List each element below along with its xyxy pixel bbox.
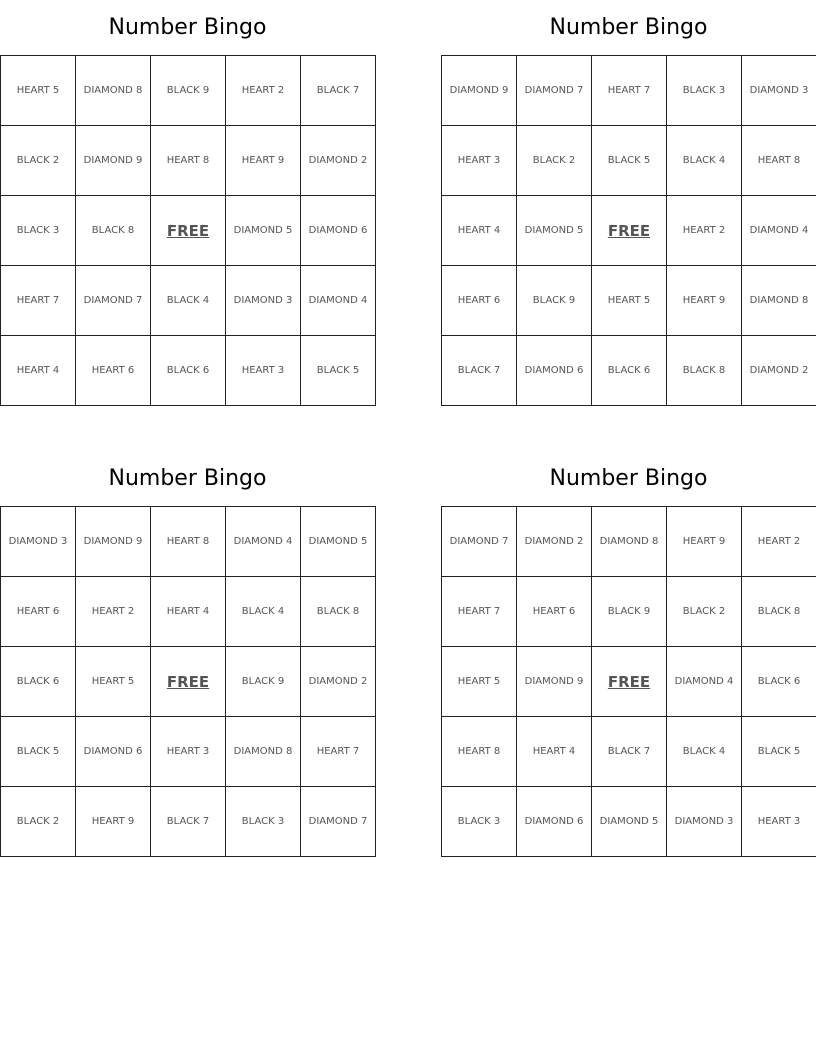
bingo-cell: HEART 9 (76, 787, 151, 857)
bingo-cell: HEART 2 (667, 196, 742, 266)
bingo-cell: DIAMOND 9 (517, 647, 592, 717)
bingo-cell: HEART 6 (517, 577, 592, 647)
bingo-cell: BLACK 3 (226, 787, 301, 857)
bingo-cell: DIAMOND 4 (742, 196, 816, 266)
bingo-cell: HEART 2 (226, 56, 301, 126)
grid-row (442, 647, 816, 717)
bingo-cell: BLACK 6 (151, 336, 226, 406)
bingo-cell: HEART 6 (1, 577, 76, 647)
bingo-cell: HEART 8 (442, 717, 517, 787)
bingo-cell: HEART 5 (1, 56, 76, 126)
bingo-cell: DIAMOND 9 (442, 56, 517, 126)
bingo-cell: HEART 8 (742, 126, 816, 196)
grid-row (1, 56, 376, 126)
bingo-cell: DIAMOND 5 (301, 507, 376, 577)
grid-row (442, 507, 816, 577)
bingo-cell: HEART 3 (742, 787, 816, 857)
free-space-cell: FREE (592, 647, 667, 717)
bingo-cell: BLACK 9 (592, 577, 667, 647)
bingo-cell: HEART 9 (667, 507, 742, 577)
bingo-cell: DIAMOND 4 (226, 507, 301, 577)
bingo-cell: BLACK 4 (226, 577, 301, 647)
grid-row (1, 577, 376, 647)
bingo-cell: DIAMOND 5 (517, 196, 592, 266)
bingo-card-1 (0, 0, 375, 406)
bingo-cell: HEART 3 (151, 717, 226, 787)
bingo-cell: BLACK 7 (442, 336, 517, 406)
bingo-cell: HEART 2 (742, 507, 816, 577)
bingo-cell: DIAMOND 3 (667, 787, 742, 857)
bingo-cell: DIAMOND 7 (442, 507, 517, 577)
grid-row (442, 126, 816, 196)
bingo-cell: HEART 3 (226, 336, 301, 406)
grid-row (442, 717, 816, 787)
bingo-cell: BLACK 6 (1, 647, 76, 717)
bingo-cell: HEART 5 (76, 647, 151, 717)
grid-row (442, 56, 816, 126)
bingo-cell: HEART 7 (1, 266, 76, 336)
bingo-cell: BLACK 9 (517, 266, 592, 336)
bingo-cell: DIAMOND 2 (742, 336, 816, 406)
free-space-cell: FREE (151, 196, 226, 266)
bingo-cell: HEART 4 (151, 577, 226, 647)
bingo-cell: BLACK 2 (517, 126, 592, 196)
bingo-cell: BLACK 7 (592, 717, 667, 787)
bingo-cell: HEART 4 (1, 336, 76, 406)
bingo-cell: BLACK 3 (1, 196, 76, 266)
bingo-grid (0, 506, 376, 857)
bingo-cell: DIAMOND 2 (517, 507, 592, 577)
grid-row (1, 266, 376, 336)
bingo-cell: DIAMOND 2 (301, 126, 376, 196)
bingo-cell: BLACK 7 (151, 787, 226, 857)
bingo-cell: BLACK 8 (742, 577, 816, 647)
bingo-cell: DIAMOND 9 (76, 507, 151, 577)
bingo-cell: DIAMOND 8 (226, 717, 301, 787)
bingo-cell: DIAMOND 8 (742, 266, 816, 336)
bingo-cell: DIAMOND 6 (517, 787, 592, 857)
bingo-cell: BLACK 3 (442, 787, 517, 857)
grid-row (442, 196, 816, 266)
bingo-cell: DIAMOND 7 (301, 787, 376, 857)
bingo-grid (441, 506, 816, 857)
bingo-cell: HEART 8 (151, 126, 226, 196)
bingo-cell: HEART 8 (151, 507, 226, 577)
bingo-cell: DIAMOND 3 (226, 266, 301, 336)
bingo-cell: BLACK 5 (1, 717, 76, 787)
bingo-cell: BLACK 5 (592, 126, 667, 196)
bingo-cell: BLACK 9 (226, 647, 301, 717)
bingo-cell: BLACK 4 (151, 266, 226, 336)
free-space-cell: FREE (151, 647, 226, 717)
bingo-grid (0, 55, 376, 406)
card-title: Number Bingo (108, 15, 267, 40)
bingo-cell: BLACK 8 (301, 577, 376, 647)
bingo-cell: HEART 6 (442, 266, 517, 336)
bingo-cell: BLACK 6 (592, 336, 667, 406)
bingo-cell: BLACK 6 (742, 647, 816, 717)
grid-row (442, 787, 816, 857)
bingo-cell: HEART 4 (517, 717, 592, 787)
bingo-cell: BLACK 8 (76, 196, 151, 266)
bingo-cell: DIAMOND 7 (76, 266, 151, 336)
grid-row (1, 717, 376, 787)
bingo-cell: DIAMOND 4 (667, 647, 742, 717)
grid-row (442, 336, 816, 406)
grid-row (1, 647, 376, 717)
bingo-cell: DIAMOND 3 (1, 507, 76, 577)
bingo-cell: DIAMOND 5 (226, 196, 301, 266)
bingo-cell: DIAMOND 6 (517, 336, 592, 406)
grid-row (1, 787, 376, 857)
bingo-cell: BLACK 2 (1, 787, 76, 857)
grid-row (1, 126, 376, 196)
bingo-cell: HEART 5 (442, 647, 517, 717)
bingo-cell: DIAMOND 6 (76, 717, 151, 787)
bingo-cell: BLACK 5 (301, 336, 376, 406)
bingo-cell: HEART 7 (442, 577, 517, 647)
bingo-cell: BLACK 4 (667, 126, 742, 196)
bingo-cell: HEART 7 (301, 717, 376, 787)
bingo-cell: DIAMOND 3 (742, 56, 816, 126)
card-title: Number Bingo (108, 466, 267, 491)
bingo-cell: HEART 2 (76, 577, 151, 647)
grid-row (1, 196, 376, 266)
bingo-cell: DIAMOND 7 (517, 56, 592, 126)
bingo-cell: DIAMOND 4 (301, 266, 376, 336)
card-title: Number Bingo (549, 466, 708, 491)
bingo-cell: HEART 3 (442, 126, 517, 196)
bingo-card-2 (441, 0, 816, 406)
grid-row (442, 266, 816, 336)
free-space-cell: FREE (592, 196, 667, 266)
bingo-cell: BLACK 4 (667, 717, 742, 787)
bingo-cell: BLACK 7 (301, 56, 376, 126)
bingo-cell: BLACK 3 (667, 56, 742, 126)
bingo-cell: BLACK 9 (151, 56, 226, 126)
bingo-cell: BLACK 2 (667, 577, 742, 647)
bingo-cell: DIAMOND 5 (592, 787, 667, 857)
bingo-cell: HEART 7 (592, 56, 667, 126)
bingo-card-3 (0, 451, 375, 857)
bingo-cell: HEART 9 (667, 266, 742, 336)
bingo-cell: HEART 4 (442, 196, 517, 266)
bingo-cell: DIAMOND 6 (301, 196, 376, 266)
card-title: Number Bingo (549, 15, 708, 40)
bingo-cell: HEART 9 (226, 126, 301, 196)
bingo-grid (441, 55, 816, 406)
bingo-cell: BLACK 8 (667, 336, 742, 406)
bingo-card-4 (441, 451, 816, 857)
grid-row (1, 336, 376, 406)
grid-row (1, 507, 376, 577)
bingo-cell: DIAMOND 8 (76, 56, 151, 126)
bingo-cell: BLACK 5 (742, 717, 816, 787)
bingo-cell: DIAMOND 2 (301, 647, 376, 717)
bingo-cell: HEART 6 (76, 336, 151, 406)
bingo-cell: BLACK 2 (1, 126, 76, 196)
bingo-cell: DIAMOND 9 (76, 126, 151, 196)
bingo-cell: HEART 5 (592, 266, 667, 336)
grid-row (442, 577, 816, 647)
bingo-cell: DIAMOND 8 (592, 507, 667, 577)
